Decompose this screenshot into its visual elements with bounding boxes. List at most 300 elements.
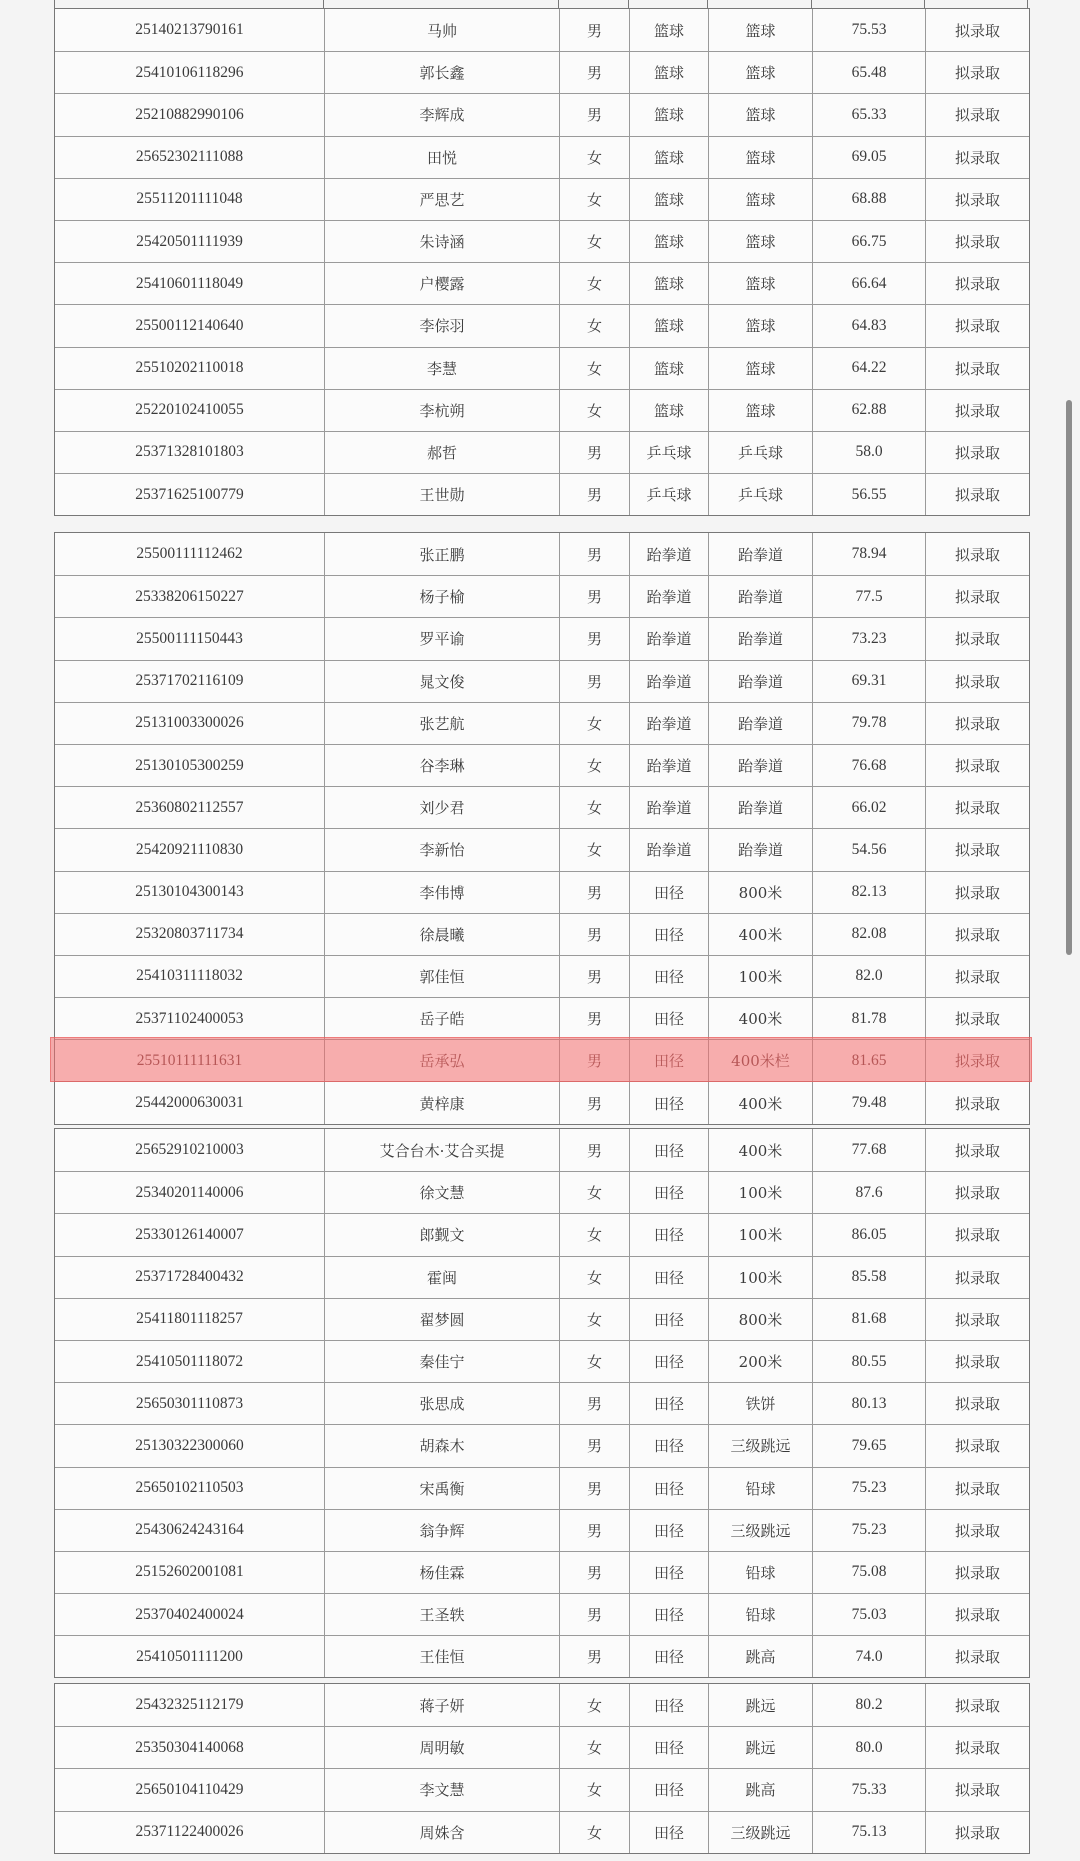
sport-cell: 篮球 (629, 390, 708, 431)
event-cell: 100米 (708, 1172, 812, 1213)
exam-id-cell: 25652302111088 (135, 148, 244, 166)
exam-id-cell: 25130104300143 (135, 883, 244, 901)
gender-cell: 女 (559, 1727, 629, 1768)
table-row (55, 744, 1029, 786)
name-cell: 郎觐文 (324, 1214, 559, 1255)
name-cell: 户樱露 (324, 263, 559, 304)
gender-cell: 女 (559, 1214, 629, 1255)
name-cell: 李杭朔 (324, 390, 559, 431)
event-cell: 400米 (708, 998, 812, 1039)
gender-cell: 男 (559, 1636, 629, 1677)
name-cell: 严思艺 (324, 179, 559, 220)
exam-id-cell: 25131003300026 (135, 714, 244, 732)
table-row (55, 1256, 1029, 1298)
status-cell: 拟录取 (925, 787, 1029, 828)
status-cell: 拟录取 (925, 179, 1029, 220)
status-cell: 拟录取 (925, 872, 1029, 913)
table-row (55, 347, 1029, 389)
sport-cell: 田径 (629, 1468, 708, 1509)
name-cell: 翟梦圆 (324, 1299, 559, 1340)
sport-cell: 跆拳道 (629, 703, 708, 744)
table-row (55, 136, 1029, 178)
score-cell: 75.53 (812, 9, 925, 51)
sport-cell: 乒乓球 (629, 474, 708, 515)
exam-id-cell: 25371702116109 (135, 672, 244, 690)
event-cell: 三级跳远 (708, 1510, 812, 1551)
sport-cell: 篮球 (629, 9, 708, 51)
table-row (55, 1081, 1029, 1123)
table-row (55, 660, 1029, 702)
score-cell: 80.13 (812, 1383, 925, 1424)
gender-cell: 男 (559, 618, 629, 659)
status-cell: 拟录取 (925, 1214, 1029, 1255)
sport-cell: 田径 (629, 1636, 708, 1677)
event-cell: 200米 (708, 1341, 812, 1382)
sport-cell: 田径 (629, 1594, 708, 1635)
score-cell: 64.83 (812, 305, 925, 346)
score-cell: 75.13 (812, 1812, 925, 1853)
table-row (55, 431, 1029, 473)
score-cell: 69.31 (812, 661, 925, 702)
table-top-edge (54, 0, 1028, 8)
admission-table-block-2 (54, 532, 1030, 1125)
sport-cell: 篮球 (629, 179, 708, 220)
status-cell: 拟录取 (925, 1510, 1029, 1551)
sport-cell: 乒乓球 (629, 432, 708, 473)
sport-cell: 田径 (629, 1383, 708, 1424)
gender-cell: 女 (559, 137, 629, 178)
sport-cell: 篮球 (629, 137, 708, 178)
sport-cell: 田径 (629, 872, 708, 913)
exam-id-cell: 25410106118296 (135, 63, 244, 81)
exam-id-cell: 25420921110830 (135, 840, 244, 858)
name-cell: 马帅 (324, 9, 559, 51)
table-row (55, 1171, 1029, 1213)
name-cell: 罗平谕 (324, 618, 559, 659)
event-cell: 篮球 (708, 52, 812, 93)
exam-id-cell: 25500112140640 (135, 316, 244, 334)
event-cell: 铅球 (708, 1594, 812, 1635)
score-cell: 75.23 (812, 1510, 925, 1551)
name-cell: 杨子榆 (324, 576, 559, 617)
event-cell: 跆拳道 (708, 618, 812, 659)
table-row (55, 575, 1029, 617)
status-cell: 拟录取 (925, 1257, 1029, 1298)
exam-id-cell: 25370402400024 (135, 1605, 244, 1623)
event-cell: 400米 (708, 914, 812, 955)
exam-id-cell: 25432325112179 (135, 1696, 244, 1714)
name-cell: 朱诗涵 (324, 221, 559, 262)
gender-cell: 女 (559, 390, 629, 431)
name-cell: 李文慧 (324, 1769, 559, 1810)
exam-id-cell: 25650102110503 (135, 1479, 244, 1497)
gender-cell: 女 (559, 1812, 629, 1853)
event-cell: 100米 (708, 956, 812, 997)
table-row (55, 997, 1029, 1039)
exam-id-cell: 25500111112462 (136, 545, 243, 563)
sport-cell: 田径 (629, 1727, 708, 1768)
exam-id-cell: 25340201140006 (135, 1183, 244, 1201)
status-cell: 拟录取 (925, 618, 1029, 659)
sport-cell: 跆拳道 (629, 533, 708, 575)
sport-cell: 田径 (629, 1082, 708, 1123)
exam-id-cell: 25220102410055 (135, 401, 244, 419)
score-cell: 81.68 (812, 1299, 925, 1340)
table-row (55, 702, 1029, 744)
exam-id-cell: 25320803711734 (135, 925, 244, 943)
gender-cell: 女 (559, 1341, 629, 1382)
sport-cell: 篮球 (629, 94, 708, 135)
sport-cell: 篮球 (629, 52, 708, 93)
exam-id-cell: 25152602001081 (135, 1563, 244, 1581)
table-row (55, 1509, 1029, 1551)
score-cell: 74.0 (812, 1636, 925, 1677)
highlighted-row-marker (50, 1037, 1032, 1082)
score-cell: 79.78 (812, 703, 925, 744)
status-cell: 拟录取 (925, 9, 1029, 51)
status-cell: 拟录取 (925, 914, 1029, 955)
name-cell: 郝哲 (324, 432, 559, 473)
event-cell: 跆拳道 (708, 745, 812, 786)
gender-cell: 女 (559, 348, 629, 389)
status-cell: 拟录取 (925, 390, 1029, 431)
score-cell: 85.58 (812, 1257, 925, 1298)
score-cell: 81.78 (812, 998, 925, 1039)
table-row (55, 955, 1029, 997)
status-cell: 拟录取 (925, 94, 1029, 135)
gender-cell: 男 (559, 872, 629, 913)
sport-cell: 田径 (629, 1172, 708, 1213)
name-cell: 黄梓康 (324, 1082, 559, 1123)
exam-id-cell: 25371122400026 (135, 1823, 244, 1841)
status-cell: 拟录取 (925, 1552, 1029, 1593)
sport-cell: 田径 (629, 956, 708, 997)
sport-cell: 田径 (629, 1510, 708, 1551)
exam-id-cell: 25410311118032 (136, 967, 243, 985)
event-cell: 篮球 (708, 221, 812, 262)
event-cell: 篮球 (708, 94, 812, 135)
table-row (55, 871, 1029, 913)
name-cell: 李新怡 (324, 829, 559, 870)
name-cell: 周姝含 (324, 1812, 559, 1853)
sport-cell: 田径 (629, 914, 708, 955)
score-cell: 80.2 (812, 1684, 925, 1726)
name-cell: 徐晨曦 (324, 914, 559, 955)
gender-cell: 女 (559, 1172, 629, 1213)
status-cell: 拟录取 (925, 1727, 1029, 1768)
score-cell: 73.23 (812, 618, 925, 659)
table-row (55, 304, 1029, 346)
event-cell: 100米 (708, 1257, 812, 1298)
gender-cell: 男 (559, 432, 629, 473)
event-cell: 跆拳道 (708, 661, 812, 702)
sport-cell: 篮球 (629, 221, 708, 262)
sport-cell: 跆拳道 (629, 618, 708, 659)
gender-cell: 男 (559, 9, 629, 51)
sport-cell: 田径 (629, 1552, 708, 1593)
status-cell: 拟录取 (925, 305, 1029, 346)
score-cell: 66.02 (812, 787, 925, 828)
event-cell: 跳远 (708, 1684, 812, 1726)
event-cell: 400米 (708, 1082, 812, 1123)
status-cell: 拟录取 (925, 745, 1029, 786)
exam-id-cell: 25371328101803 (135, 443, 244, 461)
name-cell: 李倧羽 (324, 305, 559, 346)
status-cell: 拟录取 (925, 1172, 1029, 1213)
exam-id-cell: 25511201111048 (136, 190, 243, 208)
score-cell: 65.33 (812, 94, 925, 135)
sport-cell: 田径 (629, 1129, 708, 1171)
score-cell: 66.75 (812, 221, 925, 262)
table-row (55, 1467, 1029, 1509)
table-row (55, 1768, 1029, 1810)
event-cell: 三级跳远 (708, 1425, 812, 1466)
event-cell: 三级跳远 (708, 1812, 812, 1853)
table-row (55, 1382, 1029, 1424)
gender-cell: 男 (559, 1129, 629, 1171)
score-cell: 75.03 (812, 1594, 925, 1635)
score-cell: 64.22 (812, 348, 925, 389)
sport-cell: 田径 (629, 1684, 708, 1726)
event-cell: 800米 (708, 1299, 812, 1340)
score-cell: 87.6 (812, 1172, 925, 1213)
gender-cell: 男 (559, 94, 629, 135)
exam-id-cell: 25210882990106 (135, 105, 244, 123)
exam-id-cell: 25338206150227 (135, 587, 244, 605)
exam-id-cell: 25510202110018 (135, 359, 244, 377)
exam-id-cell: 25371728400432 (135, 1268, 244, 1286)
event-cell: 篮球 (708, 9, 812, 51)
score-cell: 86.05 (812, 1214, 925, 1255)
score-cell: 80.0 (812, 1727, 925, 1768)
sport-cell: 篮球 (629, 305, 708, 346)
table-row (55, 617, 1029, 659)
gender-cell: 女 (559, 703, 629, 744)
admission-table-block-3 (54, 1128, 1030, 1678)
event-cell: 800米 (708, 872, 812, 913)
exam-id-cell: 25330126140007 (135, 1225, 244, 1243)
name-cell: 李伟博 (324, 872, 559, 913)
sport-cell: 田径 (629, 1341, 708, 1382)
gender-cell: 女 (559, 1257, 629, 1298)
sport-cell: 篮球 (629, 263, 708, 304)
exam-id-cell: 25411801118257 (136, 1310, 243, 1328)
event-cell: 跳高 (708, 1636, 812, 1677)
table-row (55, 1635, 1029, 1677)
name-cell: 蒋子妍 (324, 1684, 559, 1726)
event-cell: 跆拳道 (708, 787, 812, 828)
gender-cell: 男 (559, 533, 629, 575)
name-cell: 霍闽 (324, 1257, 559, 1298)
name-cell: 王佳恒 (324, 1636, 559, 1677)
name-cell: 岳子皓 (324, 998, 559, 1039)
table-row (55, 1811, 1029, 1853)
status-cell: 拟录取 (925, 1425, 1029, 1466)
gender-cell: 女 (559, 179, 629, 220)
table-row (55, 220, 1029, 262)
exam-id-cell: 25371102400053 (135, 1009, 244, 1027)
status-cell: 拟录取 (925, 956, 1029, 997)
name-cell: 艾合台木·艾合买提 (324, 1129, 559, 1171)
exam-id-cell: 25130105300259 (135, 756, 244, 774)
name-cell: 晁文俊 (324, 661, 559, 702)
sport-cell: 跆拳道 (629, 829, 708, 870)
admission-table-block-1 (54, 8, 1030, 516)
status-cell: 拟录取 (925, 661, 1029, 702)
name-cell: 李辉成 (324, 94, 559, 135)
gender-cell: 女 (559, 1769, 629, 1810)
gender-cell: 男 (559, 1552, 629, 1593)
event-cell: 篮球 (708, 305, 812, 346)
status-cell: 拟录取 (925, 474, 1029, 515)
name-cell: 胡森木 (324, 1425, 559, 1466)
table-row (55, 533, 1029, 575)
gender-cell: 女 (559, 745, 629, 786)
sport-cell: 田径 (629, 1299, 708, 1340)
score-cell: 77.5 (812, 576, 925, 617)
exam-id-cell: 25430624243164 (135, 1521, 244, 1539)
exam-id-cell: 25500111150443 (136, 629, 243, 647)
status-cell: 拟录取 (925, 1082, 1029, 1123)
sport-cell: 跆拳道 (629, 576, 708, 617)
name-cell: 周明敏 (324, 1727, 559, 1768)
table-row (55, 1298, 1029, 1340)
status-cell: 拟录取 (925, 1468, 1029, 1509)
name-cell: 翁争辉 (324, 1510, 559, 1551)
table-row (55, 1726, 1029, 1768)
status-cell: 拟录取 (925, 1594, 1029, 1635)
status-cell: 拟录取 (925, 432, 1029, 473)
event-cell: 乒乓球 (708, 474, 812, 515)
table-row (55, 913, 1029, 955)
gender-cell: 男 (559, 1383, 629, 1424)
gender-cell: 女 (559, 1299, 629, 1340)
table-row (55, 262, 1029, 304)
admission-table-block-4 (54, 1683, 1030, 1854)
status-cell: 拟录取 (925, 998, 1029, 1039)
table-row (55, 389, 1029, 431)
gender-cell: 男 (559, 1510, 629, 1551)
status-cell: 拟录取 (925, 1129, 1029, 1171)
table-row (55, 93, 1029, 135)
event-cell: 篮球 (708, 390, 812, 431)
score-cell: 77.68 (812, 1129, 925, 1171)
table-row (55, 1684, 1029, 1726)
sport-cell: 田径 (629, 1812, 708, 1853)
event-cell: 跳远 (708, 1727, 812, 1768)
status-cell: 拟录取 (925, 263, 1029, 304)
gender-cell: 女 (559, 305, 629, 346)
sport-cell: 田径 (629, 998, 708, 1039)
table-row (55, 51, 1029, 93)
event-cell: 跆拳道 (708, 576, 812, 617)
status-cell: 拟录取 (925, 221, 1029, 262)
event-cell: 篮球 (708, 348, 812, 389)
name-cell: 杨佳霖 (324, 1552, 559, 1593)
exam-id-cell: 25410501118072 (135, 1352, 244, 1370)
name-cell: 郭长鑫 (324, 52, 559, 93)
status-cell: 拟录取 (925, 1812, 1029, 1853)
status-cell: 拟录取 (925, 703, 1029, 744)
gender-cell: 女 (559, 829, 629, 870)
exam-id-cell: 25350304140068 (135, 1738, 244, 1756)
gender-cell: 男 (559, 1468, 629, 1509)
event-cell: 跆拳道 (708, 829, 812, 870)
gender-cell: 男 (559, 956, 629, 997)
sport-cell: 田径 (629, 1425, 708, 1466)
status-cell: 拟录取 (925, 1383, 1029, 1424)
name-cell: 郭佳恒 (324, 956, 559, 997)
table-row (55, 1551, 1029, 1593)
table-row (55, 1213, 1029, 1255)
table-row (55, 828, 1029, 870)
score-cell: 75.08 (812, 1552, 925, 1593)
gender-cell: 女 (559, 1684, 629, 1726)
score-cell: 62.88 (812, 390, 925, 431)
gender-cell: 男 (559, 52, 629, 93)
event-cell: 篮球 (708, 179, 812, 220)
status-cell: 拟录取 (925, 576, 1029, 617)
score-cell: 76.68 (812, 745, 925, 786)
name-cell: 谷李琳 (324, 745, 559, 786)
table-row (55, 1424, 1029, 1466)
gender-cell: 女 (559, 221, 629, 262)
score-cell: 58.0 (812, 432, 925, 473)
gender-cell: 男 (559, 474, 629, 515)
event-cell: 乒乓球 (708, 432, 812, 473)
name-cell: 张思成 (324, 1383, 559, 1424)
score-cell: 68.88 (812, 179, 925, 220)
event-cell: 跆拳道 (708, 703, 812, 744)
gender-cell: 男 (559, 661, 629, 702)
score-cell: 75.23 (812, 1468, 925, 1509)
name-cell: 王圣轶 (324, 1594, 559, 1635)
sport-cell: 田径 (629, 1214, 708, 1255)
scrollbar[interactable] (1066, 400, 1072, 955)
table-row (55, 9, 1029, 51)
sport-cell: 篮球 (629, 348, 708, 389)
exam-id-cell: 25410501111200 (136, 1647, 243, 1665)
status-cell: 拟录取 (925, 348, 1029, 389)
event-cell: 跆拳道 (708, 533, 812, 575)
name-cell: 田悦 (324, 137, 559, 178)
name-cell: 刘少君 (324, 787, 559, 828)
score-cell: 54.56 (812, 829, 925, 870)
exam-id-cell: 25420501111939 (136, 232, 243, 250)
event-cell: 跳高 (708, 1769, 812, 1810)
score-cell: 56.55 (812, 474, 925, 515)
sport-cell: 田径 (629, 1769, 708, 1810)
score-cell: 80.55 (812, 1341, 925, 1382)
exam-id-cell: 25371625100779 (135, 485, 244, 503)
status-cell: 拟录取 (925, 1299, 1029, 1340)
name-cell: 宋禹衡 (324, 1468, 559, 1509)
score-cell: 78.94 (812, 533, 925, 575)
event-cell: 铅球 (708, 1552, 812, 1593)
exam-id-cell: 25650104110429 (135, 1780, 244, 1798)
exam-id-cell: 25442000630031 (135, 1094, 244, 1112)
score-cell: 79.48 (812, 1082, 925, 1123)
name-cell: 张正鹏 (324, 533, 559, 575)
exam-id-cell: 25650301110873 (135, 1394, 244, 1412)
score-cell: 79.65 (812, 1425, 925, 1466)
gender-cell: 男 (559, 998, 629, 1039)
sport-cell: 跆拳道 (629, 745, 708, 786)
event-cell: 篮球 (708, 137, 812, 178)
score-cell: 69.05 (812, 137, 925, 178)
score-cell: 66.64 (812, 263, 925, 304)
event-cell: 400米 (708, 1129, 812, 1171)
